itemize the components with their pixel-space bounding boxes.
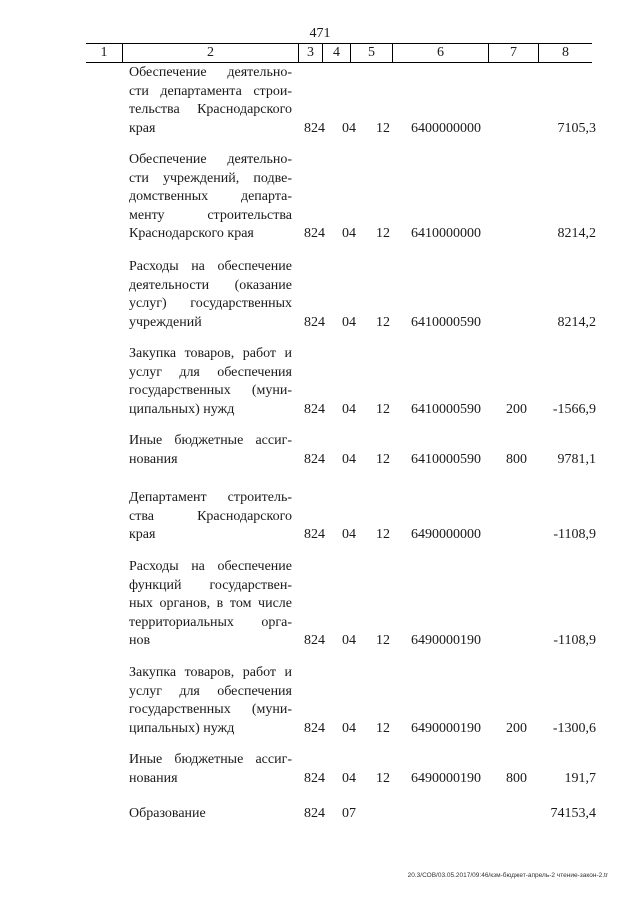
cell-c8: 191,7	[564, 770, 596, 786]
cell-c6: 6410000000	[411, 226, 481, 241]
cell-c5: 12	[376, 401, 390, 417]
row-description-line: Закупка товаров, работ и	[129, 665, 292, 680]
row-description	[129, 432, 292, 469]
row-description-line: учреждений	[129, 314, 202, 330]
cell-c6: 6410000590	[411, 451, 481, 467]
cell-c8: 8214,2	[557, 226, 596, 241]
row-description-line: сти департамента строи-	[129, 83, 292, 99]
row-description-line: домственных департа-	[129, 189, 292, 204]
cell-c4: 04	[342, 770, 356, 786]
row-description-line: услуг) государственных	[129, 296, 292, 311]
row-description-line: функций государствен-	[129, 577, 292, 593]
row-description-line: сти учреждений, подве-	[129, 170, 292, 186]
cell-c3: 824	[304, 527, 325, 542]
table-header	[86, 43, 592, 63]
row-description-line: государственных (муни-	[129, 383, 292, 398]
cell-c8: 9781,1	[557, 451, 596, 467]
row-description	[129, 489, 292, 545]
cell-c5: 12	[376, 314, 390, 330]
header-col-5: 5	[350, 44, 392, 62]
cell-c3: 824	[304, 806, 325, 821]
cell-c8: 8214,2	[557, 314, 596, 330]
row-description-line: Расходы на обеспечение	[129, 259, 292, 274]
cell-c3: 824	[304, 770, 325, 786]
cell-c8: -1108,9	[553, 527, 596, 542]
row-description-line: Закупка товаров, работ и	[129, 346, 292, 361]
header-col-7: 7	[488, 44, 538, 62]
row-description-line: услуг для обеспечения	[129, 364, 292, 380]
cell-c6: 6490000190	[411, 720, 481, 736]
header-col-1: 1	[100, 45, 108, 60]
row-description-line: деятельности (оказание	[129, 277, 292, 293]
cell-c7: 800	[506, 770, 527, 786]
header-col-4: 4	[322, 44, 350, 62]
row-description-line: тельства Краснодарского	[129, 102, 292, 117]
cell-c3: 824	[304, 120, 325, 136]
cell-c3: 824	[304, 720, 325, 736]
row-description	[129, 664, 292, 738]
cell-c4: 04	[342, 633, 356, 648]
cell-c5: 12	[376, 720, 390, 736]
cell-c4: 04	[342, 451, 356, 467]
row-description-line: нования	[129, 451, 178, 467]
row-description-line: Обеспечение деятельно-	[129, 152, 292, 167]
cell-c6: 6410000590	[411, 314, 481, 330]
cell-c6: 6490000190	[411, 770, 481, 786]
cell-c8: -1300,6	[552, 720, 596, 736]
cell-c3: 824	[304, 633, 325, 648]
cell-c8: 7105,3	[557, 120, 596, 136]
header-col-3: 3	[298, 44, 322, 62]
cell-c3: 824	[304, 314, 325, 330]
row-description	[129, 558, 292, 651]
row-description	[129, 345, 292, 419]
cell-c6: 6400000000	[411, 120, 481, 136]
cell-c5: 12	[376, 527, 390, 542]
cell-c3: 824	[304, 451, 325, 467]
cell-c5: 12	[376, 120, 390, 136]
cell-c7: 800	[506, 451, 527, 467]
cell-c7: 200	[506, 401, 527, 417]
row-description-line: нов	[129, 633, 151, 648]
row-description-line: государственных (муни-	[129, 702, 292, 717]
row-description-line: ства Краснодарского	[129, 508, 292, 524]
header-col-2: 2	[122, 44, 298, 62]
cell-c7: 200	[506, 720, 527, 736]
row-description-line: Департамент строитель-	[129, 490, 292, 505]
row-description-line: ципальных) нужд	[129, 720, 235, 736]
row-description	[129, 805, 292, 824]
row-description-line: Иные бюджетные ассиг-	[129, 752, 292, 767]
row-description	[129, 64, 292, 138]
cell-c4: 04	[342, 314, 356, 330]
row-description-line: ципальных) нужд	[129, 401, 235, 417]
header-col-8: 8	[538, 44, 592, 62]
cell-c8: -1108,9	[553, 633, 596, 648]
row-description-line: услуг для обеспечения	[129, 683, 292, 699]
row-description	[129, 751, 292, 788]
cell-c8: -1566,9	[552, 401, 596, 417]
cell-c5: 12	[376, 770, 390, 786]
cell-c4: 04	[342, 720, 356, 736]
cell-c4: 04	[342, 401, 356, 417]
row-description-line: ных органов, в том числе	[129, 596, 292, 611]
cell-c5: 12	[376, 451, 390, 467]
row-description	[129, 258, 292, 332]
cell-c4: 04	[342, 226, 356, 241]
row-description-line: края	[129, 527, 156, 542]
cell-c4: 07	[342, 806, 356, 821]
cell-c6: 6410000590	[411, 401, 481, 417]
row-description-line: Обеспечение деятельно-	[129, 65, 292, 80]
row-description-line: нования	[129, 770, 178, 786]
cell-c6: 6490000190	[411, 633, 481, 648]
cell-c5: 12	[376, 633, 390, 648]
row-description-line: менту строительства	[129, 207, 292, 223]
page-number: 471	[309, 26, 331, 41]
cell-c4: 04	[342, 120, 356, 136]
row-description-line: края	[129, 120, 156, 136]
row-description-line: территориальных орга-	[129, 614, 292, 630]
cell-c4: 04	[342, 527, 356, 542]
footer-stamp: 20.3/СОВ/03.05.2017/09:46/кзм-бюджет-апрель-2 чтение-закон-2.tr	[407, 872, 608, 879]
cell-c5: 12	[376, 226, 390, 241]
row-description-line: Расходы на обеспечение	[129, 559, 292, 574]
cell-c8: 74153,4	[550, 806, 596, 821]
row-description-line: Образование	[129, 806, 206, 821]
row-description-line: Иные бюджетные ассиг-	[129, 433, 292, 448]
cell-c3: 824	[304, 226, 325, 241]
cell-c6: 6490000000	[411, 527, 481, 542]
row-description	[129, 151, 292, 244]
cell-c3: 824	[304, 401, 325, 417]
header-col-6: 6	[392, 44, 488, 62]
row-description-line: Краснодарского края	[129, 226, 254, 241]
